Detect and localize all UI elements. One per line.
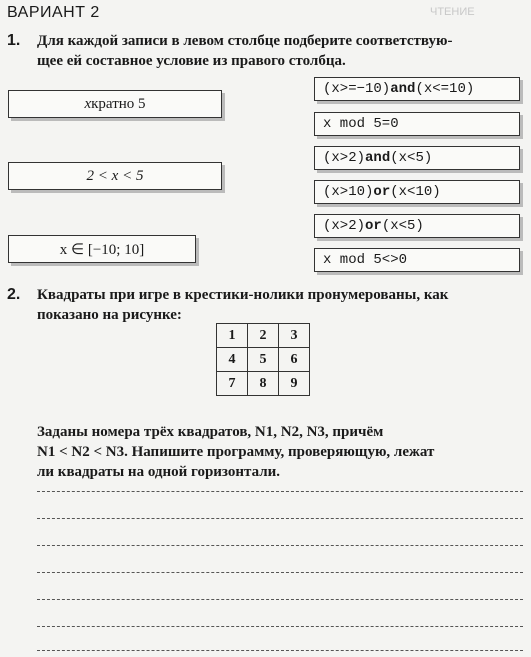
task2-question-line3: ли квадраты на одной горизонтали. (37, 464, 281, 480)
right-item-4[interactable] (314, 180, 520, 204)
left-item-in-interval[interactable] (8, 235, 196, 263)
grid-cell: 2 (248, 324, 279, 348)
answer-line[interactable] (37, 599, 523, 600)
grid-cell: 8 (248, 372, 279, 396)
right-item-part: (x<5) (390, 150, 433, 166)
right-item-part: (x<=10) (415, 81, 475, 97)
left-item-var: x (84, 95, 92, 112)
right-item-operator: or (373, 184, 391, 200)
right-item-2[interactable] (314, 112, 520, 136)
right-item-operator: or (365, 218, 382, 234)
right-item-operator: and (390, 81, 416, 97)
right-item-part: x mod 5<>0 (323, 252, 408, 268)
right-item-3[interactable] (314, 146, 520, 170)
bleed-through-text: ЧТЕНИЕ (430, 6, 475, 18)
grid-cell: 9 (279, 372, 310, 396)
answer-line[interactable] (37, 518, 523, 519)
left-item-text: 2 < x < 5 (86, 167, 144, 184)
right-item-part: (x>10) (323, 184, 374, 200)
grid-cell: 4 (217, 348, 248, 372)
task1-number: 1. (7, 32, 21, 49)
grid-cell: 5 (248, 348, 279, 372)
left-item-text: x ∈ [−10; 10] (59, 241, 145, 258)
right-item-operator: and (365, 150, 391, 166)
right-item-part: (x<10) (390, 184, 441, 200)
variant-heading: ВАРИАНТ 2 (7, 4, 100, 21)
left-item-text: кратно 5 (91, 95, 146, 112)
answer-line[interactable] (37, 572, 523, 573)
right-item-part: (x>2) (323, 218, 366, 234)
left-item-between-2-and-5[interactable] (8, 162, 222, 190)
right-item-part: x mod 5=0 (323, 116, 399, 132)
grid-cell: 7 (217, 372, 248, 396)
right-item-part: (x>2) (323, 150, 366, 166)
grid-cell: 1 (217, 324, 248, 348)
task2-intro-line1: Квадраты при игре в крестики-нолики пронумерованы, как (37, 287, 449, 303)
left-item-multiple-of-5[interactable] (8, 90, 222, 118)
grid-cell: 6 (279, 348, 310, 372)
grid-cell: 3 (279, 324, 310, 348)
task2-question-line1: Заданы номера трёх квадратов, N1, N2, N3, причём (37, 424, 384, 440)
right-item-5[interactable] (314, 214, 520, 238)
right-item-6[interactable] (314, 248, 520, 272)
answer-line[interactable] (37, 650, 523, 651)
right-item-part: (x<5) (381, 218, 424, 234)
tic-tac-toe-grid (216, 323, 310, 396)
answer-line[interactable] (37, 545, 523, 546)
task2-intro-line2: показано на рисунке: (37, 307, 182, 323)
right-item-part: (x>=−10) (323, 81, 391, 97)
task2-question-line2: N1 < N2 < N3. Напишите программу, проверяющую, лежат (37, 444, 435, 460)
bleed-through-text (30, 520, 510, 580)
task2-number: 2. (7, 286, 21, 303)
right-item-1[interactable] (314, 77, 520, 101)
answer-line[interactable] (37, 626, 523, 627)
task1-text-line1: Для каждой записи в левом столбце подберите соответствую- (37, 33, 453, 49)
answer-line[interactable] (37, 491, 523, 492)
task1-text-line2: щее ей составное условие из правого столбца. (37, 53, 346, 69)
